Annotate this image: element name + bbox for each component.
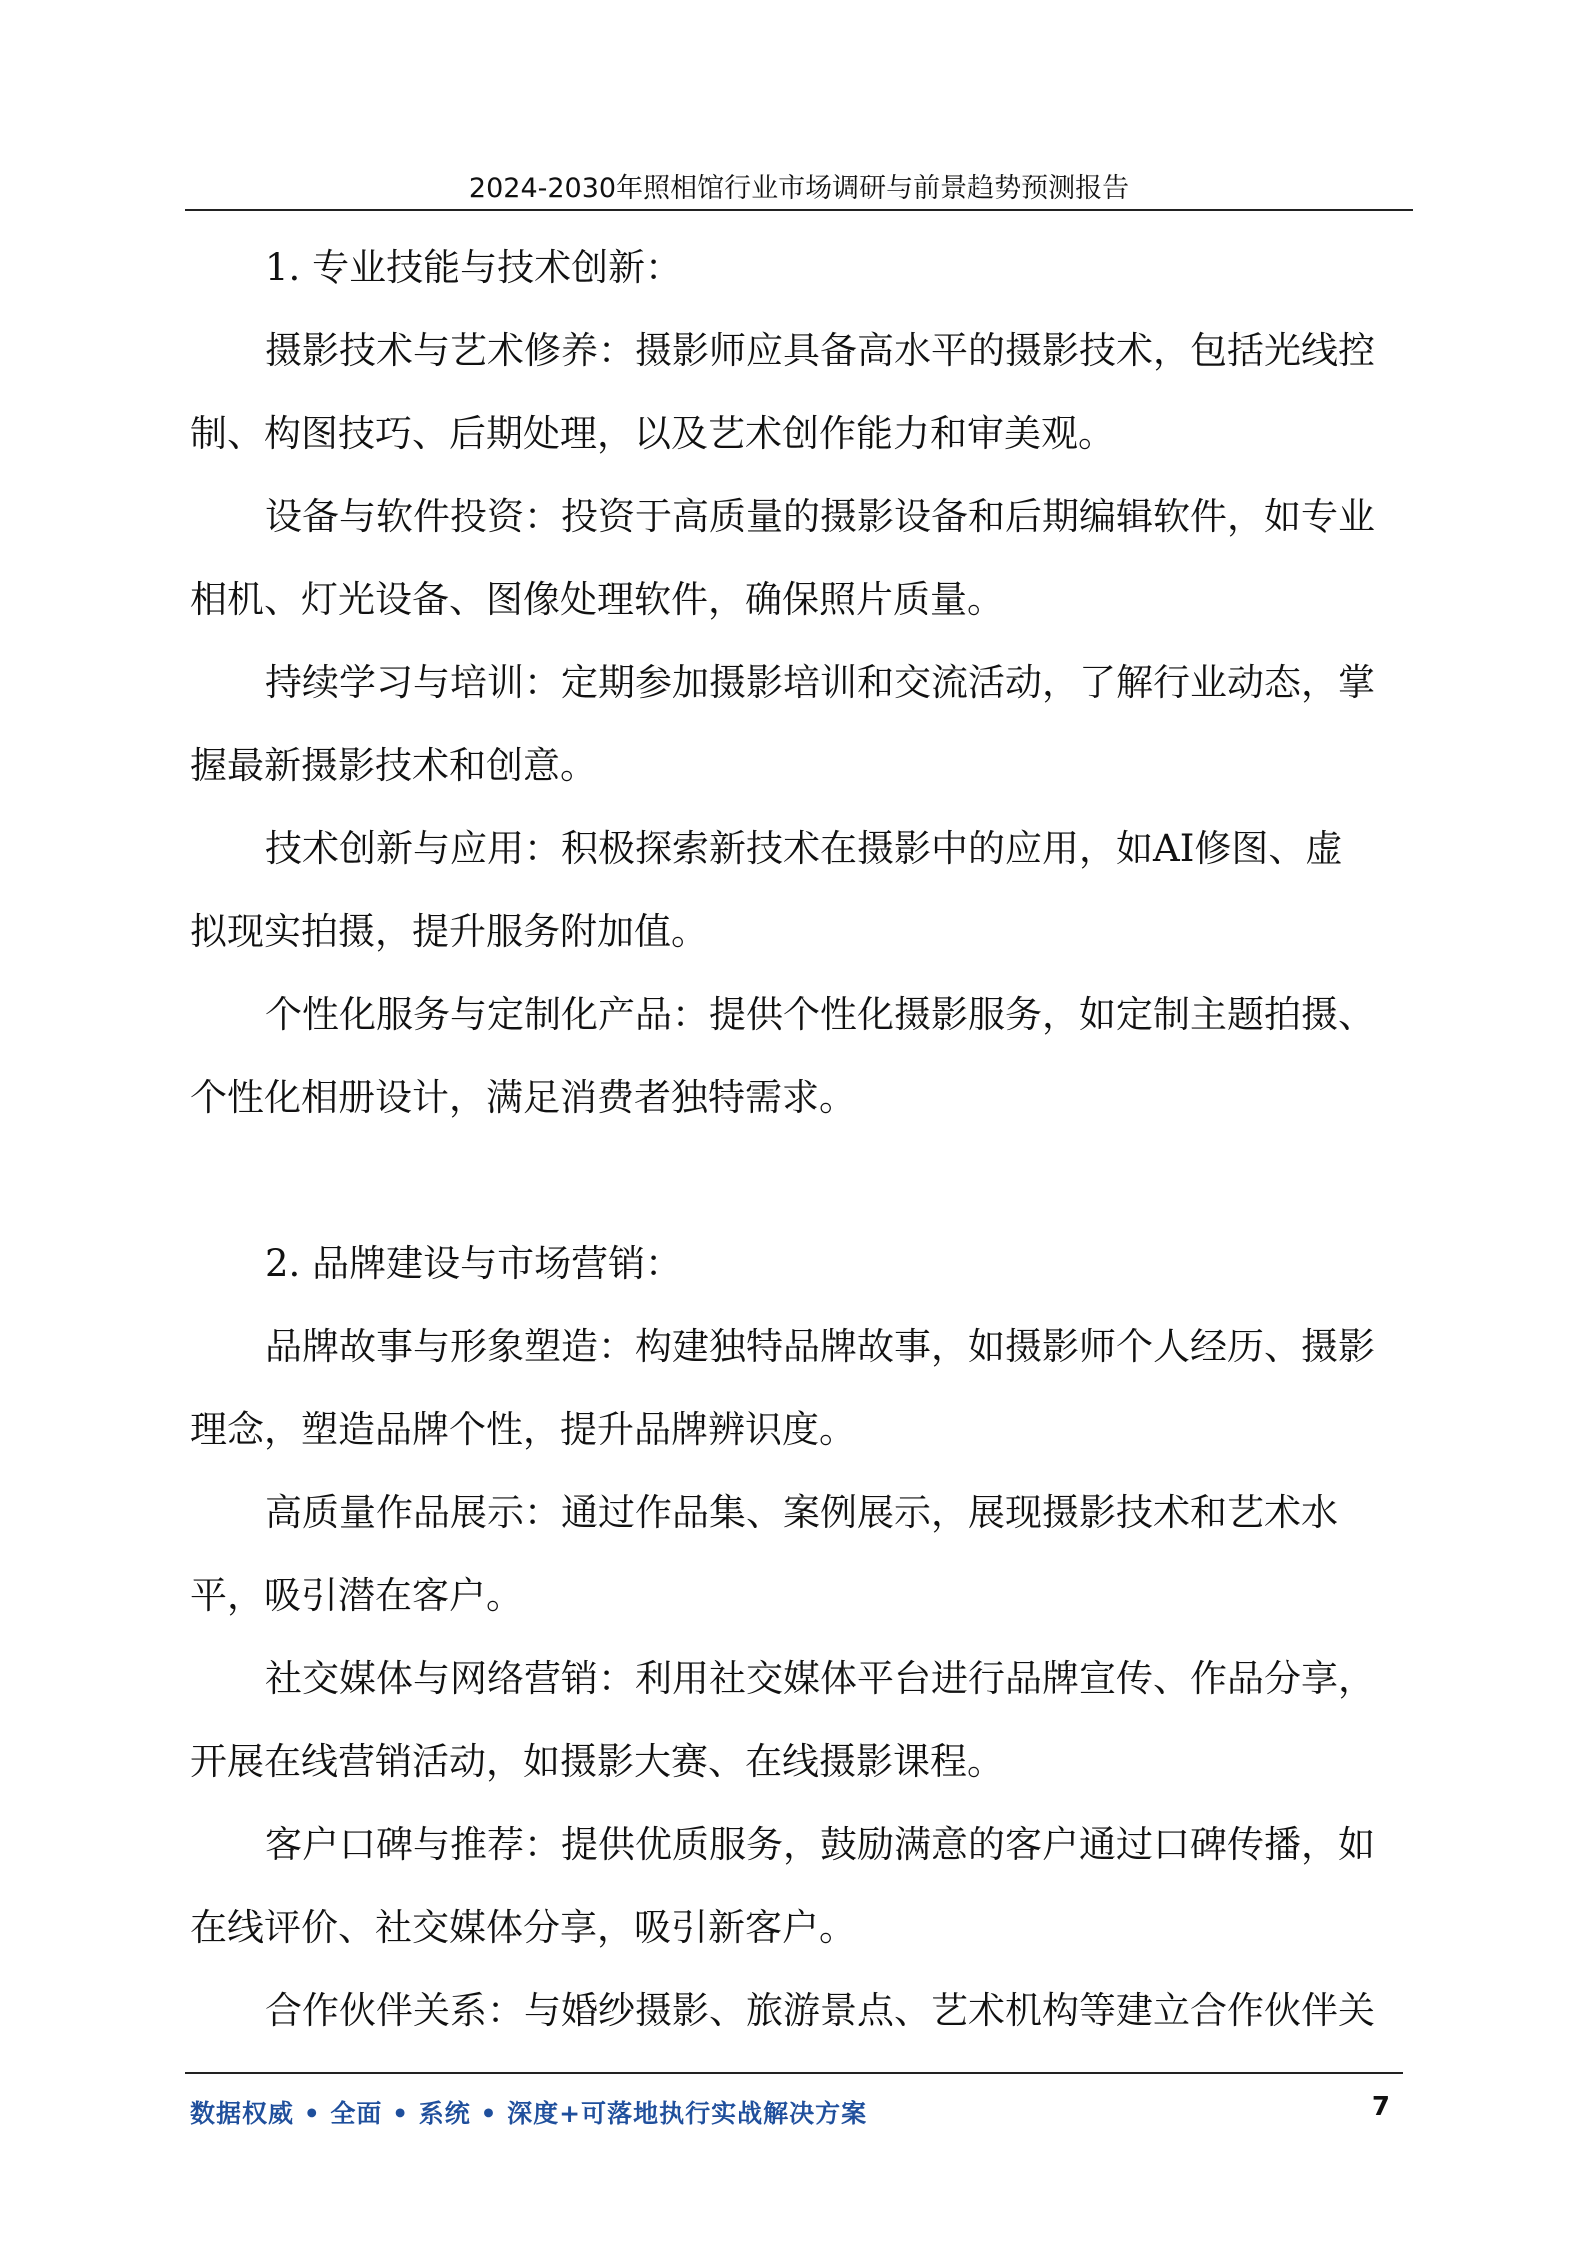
paragraph-line: 拟现实拍摄，提升服务附加值。 (190, 910, 708, 953)
paragraph-line: 合作伙伴关系：与婚纱摄影、旅游景点、艺术机构等建立合作伙伴关 (265, 1989, 1375, 2032)
section-heading-2: 2. 品牌建设与市场营销： (265, 1242, 683, 1285)
paragraph-line: 设备与软件投资：投资于高质量的摄影设备和后期编辑软件，如专业 (265, 495, 1375, 538)
paragraph-line: 个性化相册设计，满足消费者独特需求。 (190, 1076, 856, 1119)
paragraph-line: 摄影技术与艺术修养：摄影师应具备高水平的摄影技术，包括光线控 (265, 329, 1375, 372)
paragraph-line: 社交媒体与网络营销：利用社交媒体平台进行品牌宣传、作品分享， (265, 1657, 1375, 1700)
paragraph-line: 个性化服务与定制化产品：提供个性化摄影服务，如定制主题拍摄、 (265, 993, 1375, 1036)
paragraph-line: 持续学习与培训：定期参加摄影培训和交流活动，了解行业动态，掌 (265, 661, 1375, 704)
footer-divider (185, 2072, 1403, 2074)
page-number: 7 (1371, 2092, 1390, 2122)
paragraph-line: 握最新摄影技术和创意。 (190, 744, 597, 787)
header-divider (185, 209, 1413, 211)
footer-slogan: 数据权威 • 全面 • 系统 • 深度+可落地执行实战解决方案 (190, 2099, 868, 2128)
paragraph-line: 平，吸引潜在客户。 (190, 1574, 523, 1617)
paragraph-line: 客户口碑与推荐：提供优质服务，鼓励满意的客户通过口碑传播，如 (265, 1823, 1375, 1866)
document-body (190, 226, 1390, 2052)
report-title: 2024-2030年照相馆行业市场调研与前景趋势预测报告 (468, 173, 1130, 204)
paragraph-line: 开展在线营销活动，如摄影大赛、在线摄影课程。 (190, 1740, 1004, 1783)
paragraph-line: 相机、灯光设备、图像处理软件，确保照片质量。 (190, 578, 1004, 621)
section-heading-1: 1. 专业技能与技术创新： (265, 246, 683, 289)
paragraph-line: 品牌故事与形象塑造：构建独特品牌故事，如摄影师个人经历、摄影 (265, 1325, 1375, 1368)
paragraph-line: 理念，塑造品牌个性，提升品牌辨识度。 (190, 1408, 856, 1451)
paragraph-line: 技术创新与应用：积极探索新技术在摄影中的应用，如AI修图、虚 (265, 827, 1343, 870)
paragraph-line: 高质量作品展示：通过作品集、案例展示，展现摄影技术和艺术水 (265, 1491, 1338, 1534)
section-spacer (190, 1139, 1390, 1222)
paragraph-line: 在线评价、社交媒体分享，吸引新客户。 (190, 1906, 856, 1949)
paragraph-line: 制、构图技巧、后期处理，以及艺术创作能力和审美观。 (190, 412, 1115, 455)
